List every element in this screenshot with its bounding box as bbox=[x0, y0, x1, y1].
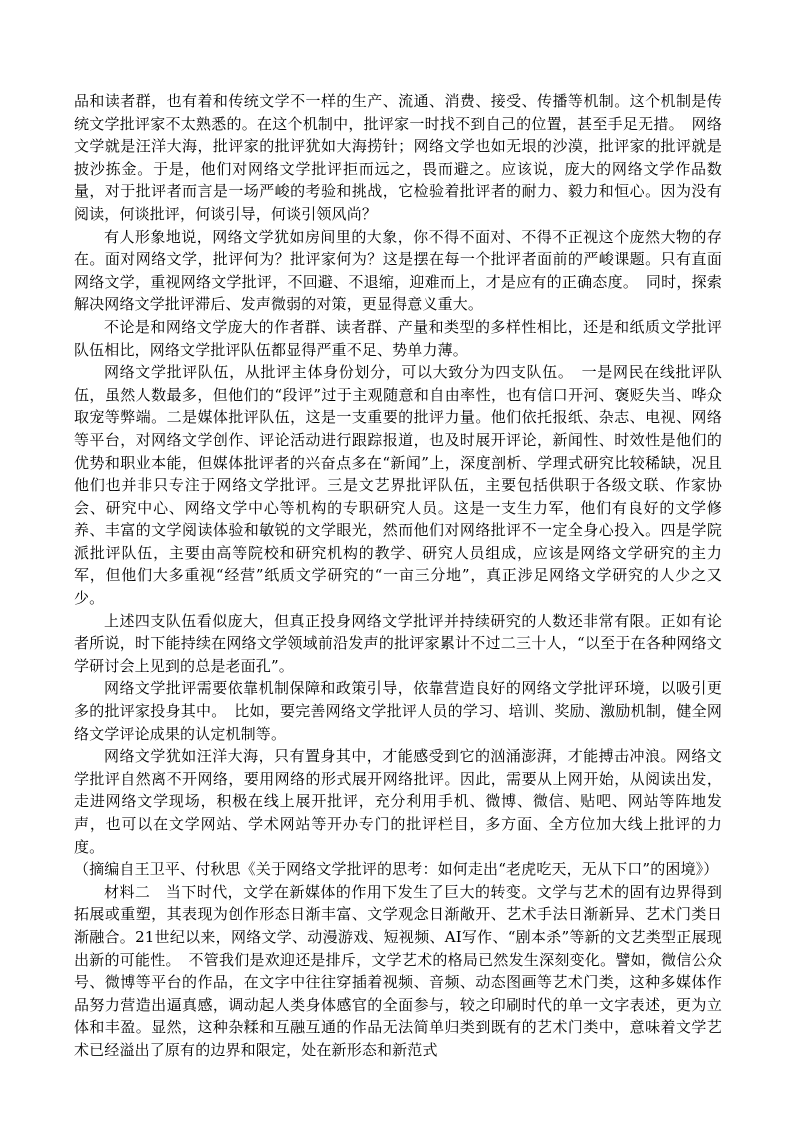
paragraph-4: 网络文学批评队伍，从批评主体身份划分，可以大致分为四支队伍。 一是网民在线批评队伍，虽然人数最多，但他们的“段评”过于主观随意和自由率性，也有信口开河、褒贬失当、哗众取宠等弊端。二是媒体批评队伍，这是一支重要的批评力量。他们依托报纸、杂志、电视、网络等平台，对网络文学创作、评论活动进行跟踪报道，也及时展开评论，新闻性、时效性是他们的优势和职业本能，但媒体批评者的兴奋点多在“新闻”上，深度剖析、学理式研究比较稀缺，况且他们也并非只专注于网络文学批评。三是文艺界批评队伍，主要包括供职于各级文联、作家协会、研究中心、网络文学中心等机构的专职研究人员。这是一支生力军，他们有良好的文学修养、丰富的文学阅读体验和敏锐的文学眼光，然而他们对网络批评不一定全身心投入。四是学院派批评队伍，主要由高等院校和研究机构的教学、研究人员组成，应该是网络文学研究的主力军，但他们大多重视“经营”纸质文学研究的“一亩三分地”，真正涉足网络文学研究的人少之又少。 bbox=[74, 363, 722, 608]
paragraph-1: 品和读者群，也有着和传统文学不一样的生产、流通、消费、接受、传播等机制。这个机制是传统文学批评家不太熟悉的。在这个机制中，批评家一时找不到自己的位置，甚至手足无措。 网络文学就是汪洋大海，批评家的批评犹如大海捞针；网络文学也如无垠的沙漠，批评家的批评就是披沙拣金。于是，他们对网络文学批评拒而远之，畏而避之。应该说，庞大的网络文学作品数量，对于批评者而言是一场严峻的考验和挑战，它检验着批评者的耐力、毅力和恒心。因为没有阅读，何谈批评，何谈引导，何谈引领风尚？ bbox=[74, 92, 722, 223]
paragraph-3: 不论是和网络文学庞大的作者群、读者群、产量和类型的多样性相比，还是和纸质文学批评队伍相比，网络文学批评队伍都显得严重不足、势单力薄。 bbox=[74, 317, 722, 359]
paragraph-7: 网络文学犹如汪洋大海，只有置身其中，才能感受到它的汹涌澎湃，才能搏击冲浪。网络文学批评自然离不开网络，要用网络的形式展开网络批评。因此，需要从上网开始，从阅读出发，走进网络文学现场，积极在线上展开批评，充分利用手机、微博、微信、贴吧、网站等阵地发声，也可以在文学网站、学术网站等开办专门的批评栏目，多方面、全方位加大线上批评的力度。 bbox=[74, 747, 722, 856]
paragraph-5: 上述四支队伍看似庞大，但真正投身网络文学批评并持续研究的人数还非常有限。正如有论者所说，时下能持续在网络文学领域前沿发声的批评家累计不过二三十人，“以至于在各种网络文学研讨会上见到的总是老面孔”。 bbox=[74, 611, 722, 675]
document-page bbox=[74, 90, 722, 1062]
paragraph-2: 有人形象地说，网络文学犹如房间里的大象，你不得不面对、不得不正视这个庞然大物的存在。面对网络文学，批评何为？批评家何为？这是摆在每一个批评者面前的严峻课题。只有直面网络文学，重视网络文学批评，不回避、不退缩，迎难而上，才是应有的正确态度。 同时，探索解决网络文学批评滞后、发声微弱的对策，更显得意义重大。 bbox=[74, 227, 722, 314]
paragraph-6: 网络文学批评需要依靠机制保障和政策引导，依靠营造良好的网络文学批评环境，以吸引更多的批评家投身其中。 比如，要完善网络文学批评人员的学习、培训、奖励、激励机制，健全网络文学评论成果的认定机制等。 bbox=[74, 679, 722, 743]
source-citation: （摘编自王卫平、付秋思《关于网络文学批评的思考：如何走出“老虎吃天，无从下口”的困境》） bbox=[74, 860, 719, 879]
paragraph-material-two: 材料二 当下时代，文学在新媒体的作用下发生了巨大的转变。文学与艺术的固有边界得到拓展或重塑，其表现为创作形态日渐丰富、文学观念日渐敞开、艺术手法日渐新异、艺术门类日渐融合。21世纪以来，网络文学、动漫游戏、短视频、AI写作、“剧本杀”等新的文艺类型正展现出新的可能性。 不管我们是欢迎还是排斥，文学艺术的格局已然发生深刻变化。譬如，微信公众号、微博等平台的作品，在文字中往往穿插着视频、音频、动态图画等艺术门类，这种多媒体作品努力营造出逼真感，调动起人类身体感官的全面参与，较之印刷时代的单一文字表述，更为立体和丰盈。显然，这种杂糅和互融互通的作品无法简单归类到既有的艺术门类中，意味着文学艺术已经溢出了原有的边界和限定，处在新形态和新范式 bbox=[74, 882, 722, 1059]
